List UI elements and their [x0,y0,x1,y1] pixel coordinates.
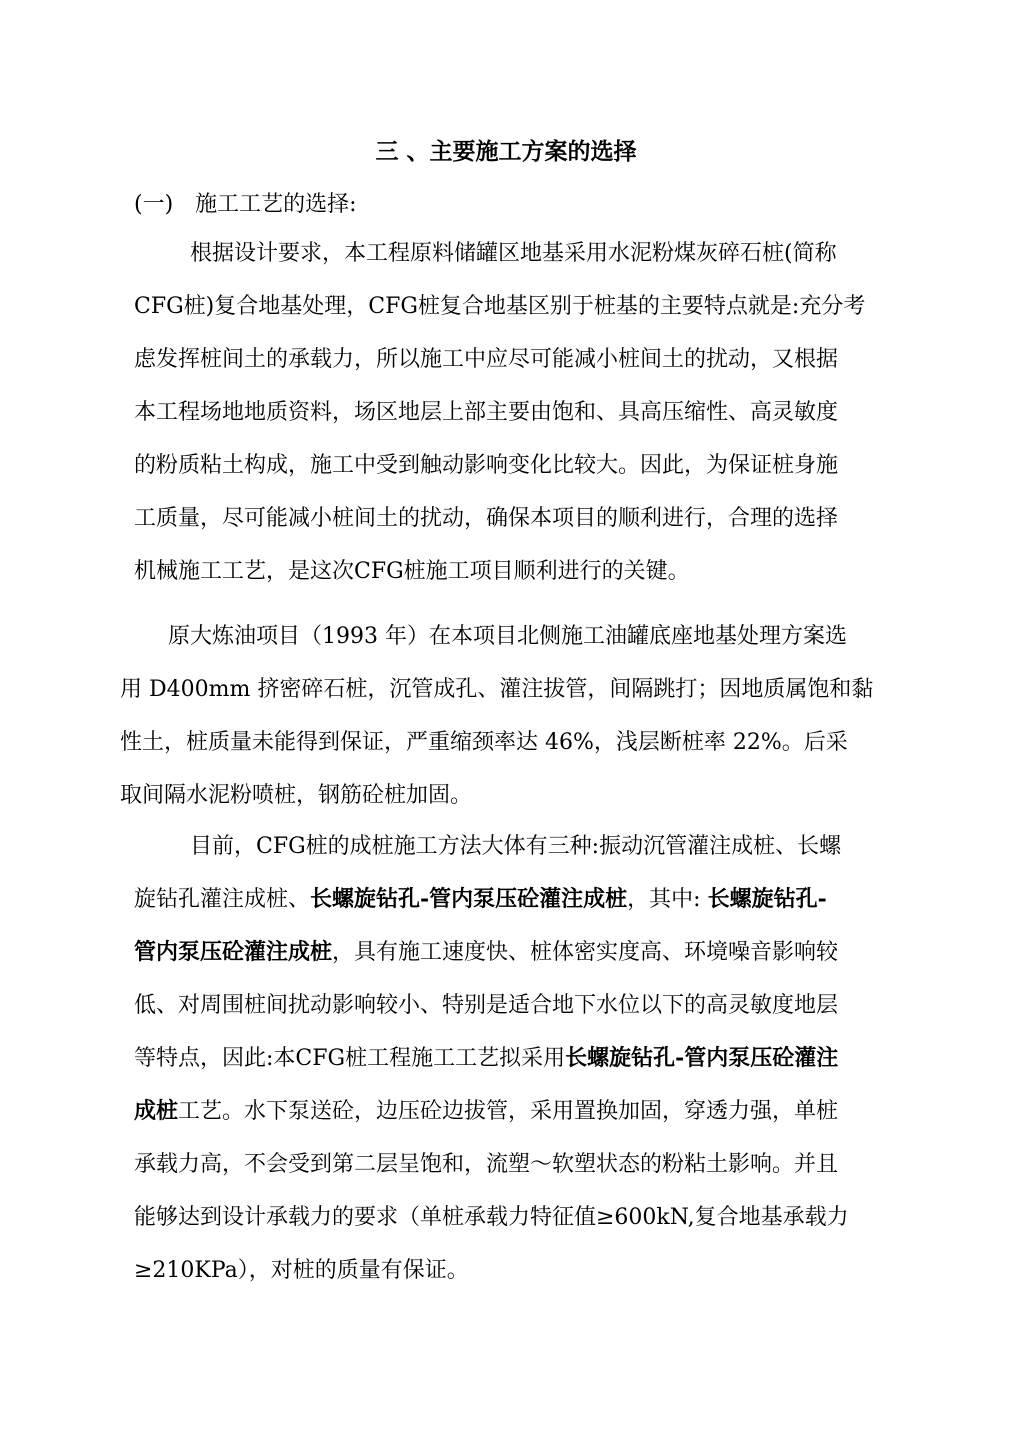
paragraph-1-line: 虑发挥桩间土的承载力，所以施工中应尽可能减小桩间土的扰动，又根据 [134,347,839,372]
paragraph-3-line: 能够达到设计承载力的要求（单桩承载力特征值≥600kN,复合地基承载力 [134,1205,849,1230]
paragraph-1-line: 根据设计要求，本工程原料储罐区地基采用水泥粉煤灰碎石桩(简称 [190,241,837,266]
text-run: 旋钻孔灌注成桩、 [134,887,311,912]
paragraph-3-line [134,926,849,979]
paragraph-3-line: 承载力高，不会受到第二层呈饱和，流塑～软塑状态的粉粘土影响。并且 [134,1152,839,1177]
paragraph-2-line: 用 D400mm 挤密碎石桩，沉管成孔、灌注拔管，间隔跳打；因地质属饱和黏 [120,677,874,702]
text-run: 工艺。水下泵送砼，边压砼边拔管，采用置换加固，穿透力强，单桩 [178,1099,839,1124]
paragraph-2-line: 取间隔水泥粉喷桩，钢筋砼桩加固。 [120,783,473,808]
bold-term: 长螺旋钻孔-管内泵压砼灌注 [565,1045,839,1071]
paragraph-1-line: CFG桩)复合地基处理，CFG桩复合地基区别于桩基的主要特点就是:充分考 [134,294,866,319]
paragraph-3-line [134,873,849,926]
paragraph-3-line: ≥210KPa），对桩的质量有保证。 [134,1258,469,1283]
subsection-title: 施工工艺的选择: [195,192,357,217]
section-heading: 三 、主要施工方案的选择 [375,139,637,165]
bold-term: 管内泵压砼灌注成桩 [134,939,333,965]
paragraph-3-line: 低、对周围桩间扰动影响较小、特别是适合地下水位以下的高灵敏度地层 [134,993,839,1018]
bold-term: 长螺旋钻孔- [707,886,827,912]
bold-term: 成桩 [134,1098,179,1124]
text-run: ，具有施工速度快、桩体密实度高、环境噪音影响较 [332,940,839,965]
paragraph-3 [134,820,849,1297]
paragraph-2-line: 性土，桩质量未能得到保证，严重缩颈率达 46%，浅层断桩率 22%。后采 [120,730,848,755]
text-run: 等特点，因此:本CFG桩工程施工工艺拟采用 [134,1046,566,1071]
paragraph-1-line: 工质量，尽可能减小桩间土的扰动，确保本项目的顺利进行，合理的选择 [134,506,839,531]
paragraph-1-line: 本工程场地地质资料，场区地层上部主要由饱和、具高压缩性、高灵敏度 [134,400,839,425]
paragraph-1-line: 机械施工工艺，是这次CFG桩施工项目顺利进行的关键。 [134,559,690,584]
paragraph-3-line [134,1085,849,1138]
bold-term: 长螺旋钻孔-管内泵压砼灌注成桩 [310,886,628,912]
paragraph-2-line: 原大炼油项目（1993 年）在本项目北侧施工油罐底座地基处理方案选 [168,624,847,649]
text-run: ，其中: [627,887,708,912]
paragraph-2 [120,610,873,822]
paragraph-1 [134,227,865,598]
paragraph-1-line: 的粉质粘土构成，施工中受到触动影响变化比较大。因此，为保证桩身施 [134,453,839,478]
paragraph-3-line [134,1032,849,1085]
subsection-number: (一) [134,192,174,217]
subsection-heading [134,187,357,218]
paragraph-3-line: 目前，CFG桩的成桩施工方法大体有三种:振动沉管灌注成桩、长螺 [190,834,842,859]
